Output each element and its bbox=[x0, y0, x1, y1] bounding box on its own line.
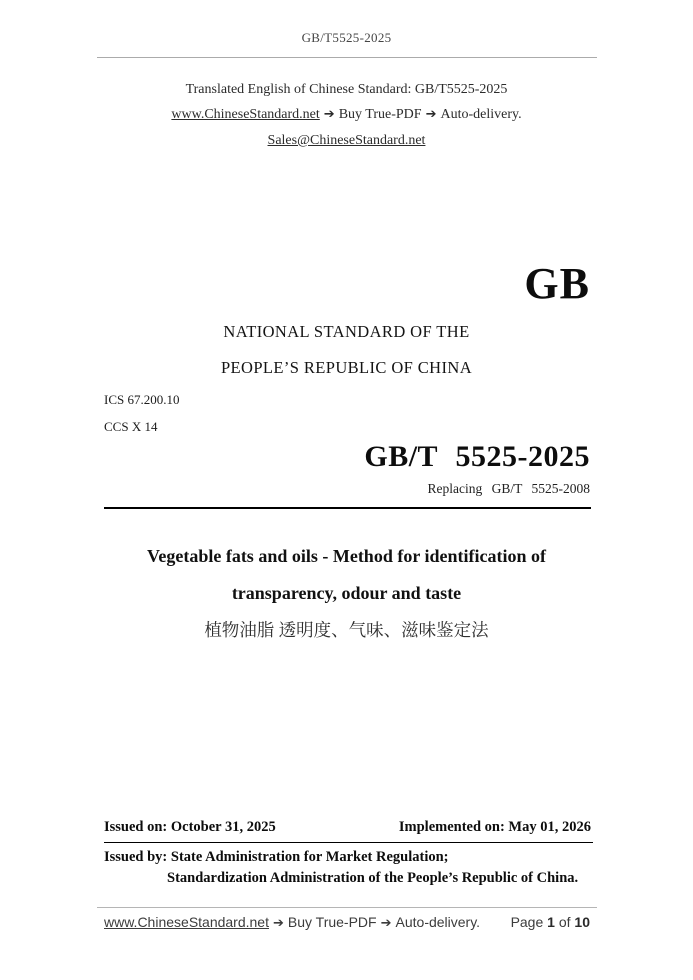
title-chinese: 植物油脂 透明度、气味、滋味鉴定法 bbox=[204, 620, 489, 640]
footer-buy-step-label: Buy True-PDF bbox=[287, 914, 377, 930]
title-english-line2: transparency, odour and taste bbox=[231, 583, 462, 603]
ccs-code: CCS X 14 bbox=[104, 419, 158, 434]
national-standard-line1: NATIONAL STANDARD OF THE bbox=[223, 322, 470, 341]
implemented-on-date: Implemented on: May 01, 2026 bbox=[398, 819, 591, 835]
page-current: 1 bbox=[547, 914, 555, 930]
page-label: Page bbox=[510, 914, 544, 930]
footer bbox=[104, 914, 590, 931]
gb-logo: GB bbox=[524, 259, 590, 308]
arrow-right-icon: ➔ bbox=[380, 916, 392, 931]
arrow-right-icon: ➔ bbox=[425, 107, 437, 122]
translated-line: Translated English of Chinese Standard: GB/T5525-2025 bbox=[185, 82, 508, 97]
purchase-line bbox=[0, 107, 693, 123]
issuer-primary: State Administration for Market Regulation; bbox=[170, 849, 449, 865]
issued-by-line2: Standardization Administration of the People’s Republic of China. bbox=[167, 870, 579, 886]
header-doc-code: GB/T5525-2025 bbox=[301, 30, 392, 45]
buy-step-label: Buy True-PDF bbox=[338, 107, 422, 122]
email-line bbox=[0, 133, 693, 149]
issue-divider bbox=[104, 842, 593, 843]
arrow-right-icon: ➔ bbox=[323, 107, 335, 122]
page-indicator bbox=[511, 914, 590, 930]
issued-by-line1 bbox=[104, 849, 449, 866]
footer-site-link[interactable]: www.ChineseStandard.net bbox=[104, 914, 269, 930]
issued-on-date: Issued on: October 31, 2025 bbox=[104, 819, 276, 835]
footer-divider bbox=[97, 907, 597, 908]
issue-dates-row bbox=[104, 819, 591, 836]
footer-purchase-line bbox=[104, 914, 480, 931]
arrow-right-icon: ➔ bbox=[273, 916, 284, 931]
site-link[interactable]: www.ChineseStandard.net bbox=[171, 107, 320, 122]
delivery-step-label: Auto-delivery. bbox=[440, 107, 522, 122]
page-of-label: of bbox=[558, 914, 571, 930]
title-divider bbox=[104, 507, 591, 509]
national-standard-line2: PEOPLE’S REPUBLIC OF CHINA bbox=[220, 358, 473, 377]
footer-delivery-step-label: Auto-delivery. bbox=[395, 914, 481, 930]
header-divider bbox=[97, 57, 597, 58]
page-total: 10 bbox=[574, 914, 590, 930]
issued-by-label: Issued by: bbox=[104, 849, 168, 865]
email-link[interactable]: Sales@ChineseStandard.net bbox=[267, 133, 426, 148]
standard-number: GB/T 5525-2025 bbox=[364, 440, 590, 473]
title-english-line1: Vegetable fats and oils - Method for identification of bbox=[147, 546, 546, 566]
replacing-note: Replacing GB/T 5525-2008 bbox=[427, 481, 590, 496]
ics-code: ICS 67.200.10 bbox=[104, 392, 180, 407]
